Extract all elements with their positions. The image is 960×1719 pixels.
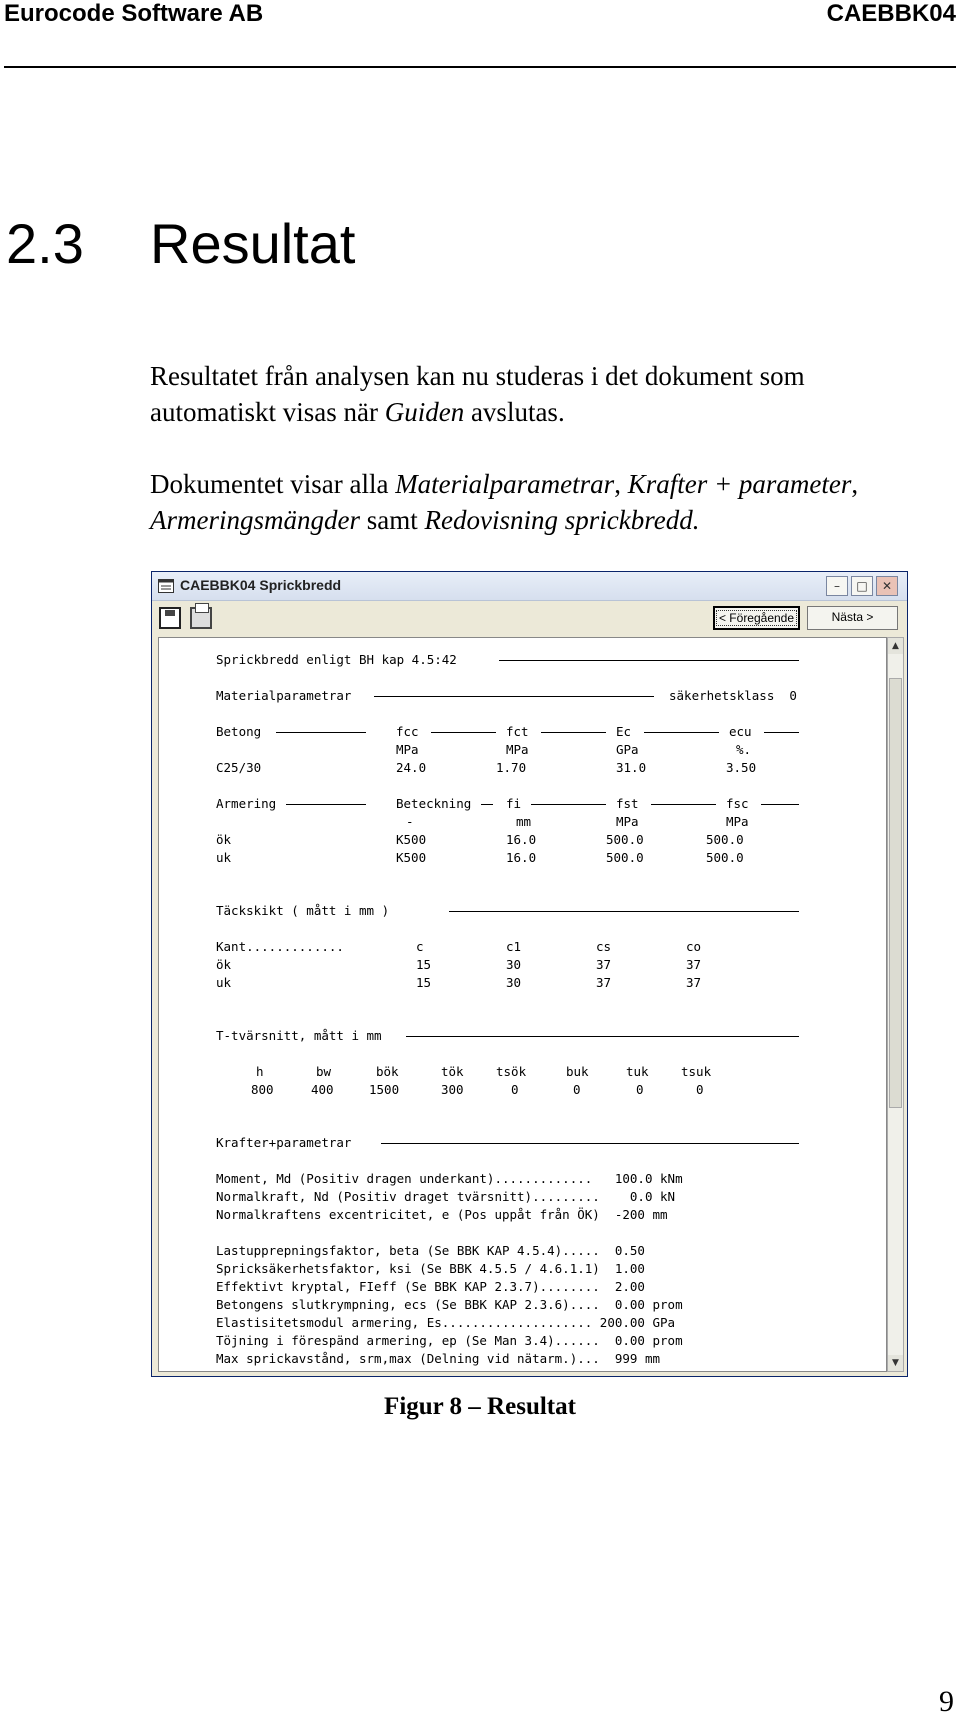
cover-row-uk-c1: 30 xyxy=(506,975,522,990)
armering-row-ok-c1: K500 xyxy=(396,832,427,847)
armering-row-uk-c4: 500.0 xyxy=(706,850,744,865)
armering-row-uk-c3: 500.0 xyxy=(606,850,644,865)
betong-unit-3: GPa xyxy=(616,742,639,757)
t-val-buk: 0 xyxy=(573,1082,581,1097)
betong-col-fcc: fcc xyxy=(396,724,419,739)
param-line-7: Max sprickavstånd, srm,max (Delning vid nätarm.)... 999 mm xyxy=(216,1351,661,1366)
cover-col-c: c xyxy=(416,939,424,954)
p2-italic-1: Materialparametrar xyxy=(395,469,615,499)
t-val-bok: 1500 xyxy=(369,1082,400,1097)
armering-col-fi: fi xyxy=(506,796,522,811)
armering-row-ok-c2: 16.0 xyxy=(506,832,537,847)
section-number: 2.3 xyxy=(6,212,84,275)
armering-col-fst: fst xyxy=(616,796,639,811)
page-header xyxy=(0,0,960,70)
t-val-tuk: 0 xyxy=(636,1082,644,1097)
param-line-3: Effektivt kryptal, FIeff (Se BBK KAP 2.3.7)........ 2.00 xyxy=(216,1279,645,1294)
cover-header-label: Kant............. xyxy=(216,939,344,954)
cover-row-uk-label: uk xyxy=(216,975,232,990)
window-title: CAEBBK04 Sprickbredd xyxy=(180,577,342,593)
figure-caption: Figur 8 – Resultat xyxy=(384,1393,576,1420)
scroll-thumb[interactable] xyxy=(889,678,902,1108)
betong-rule-1 xyxy=(276,732,366,733)
page-number: 9 xyxy=(939,1685,954,1718)
p2-italic-2: Krafter + parameter xyxy=(627,469,852,499)
paragraph-intro xyxy=(150,358,930,430)
minimize-icon[interactable]: – xyxy=(826,576,848,596)
cover-row-uk-cs: 37 xyxy=(596,975,612,990)
p2-italic-3: Armeringsmängder xyxy=(150,505,360,535)
material-rule xyxy=(374,696,654,697)
p1-text-a: Resultatet från analysen kan nu studeras i det dokument som automatiskt visas när xyxy=(150,361,805,427)
paragraph-contents xyxy=(150,466,930,538)
vertical-scrollbar[interactable] xyxy=(887,637,904,1372)
armering-row-uk-c1: K500 xyxy=(396,850,427,865)
window-titlebar[interactable] xyxy=(152,572,907,601)
section-heading xyxy=(6,212,355,276)
report-heading: Sprickbredd enligt BH kap 4.5:42 xyxy=(216,652,457,667)
next-button[interactable]: Nästa > xyxy=(807,606,898,630)
armering-label: Armering xyxy=(216,796,277,811)
previous-button-label: < Föregående xyxy=(716,610,797,626)
p2-text-a: Dokumentet visar alla xyxy=(150,469,396,499)
report-pane[interactable] xyxy=(158,637,887,1372)
t-col-bw: bw xyxy=(316,1064,332,1079)
armering-col-fsc: fsc xyxy=(726,796,749,811)
safety-class: säkerhetsklass 0 xyxy=(669,688,797,703)
app-icon xyxy=(158,579,174,593)
force-line-1: Moment, Md (Positiv dragen underkant)............. 100.0 kNm xyxy=(216,1171,683,1186)
cover-row-ok-label: ök xyxy=(216,957,232,972)
param-line-6: Töjning i förespänd armering, ep (Se Man 3.4)...... 0.00 prom xyxy=(216,1333,683,1348)
cover-row-uk-c: 15 xyxy=(416,975,432,990)
armering-rule-3 xyxy=(531,804,606,805)
t-col-buk: buk xyxy=(566,1064,589,1079)
armering-rule-5 xyxy=(761,804,799,805)
material-heading: Materialparametrar xyxy=(216,688,352,703)
forces-heading: Krafter+parametrar xyxy=(216,1135,352,1150)
t-val-tsok: 0 xyxy=(511,1082,519,1097)
betong-col-ec: Ec xyxy=(616,724,632,739)
cover-col-cs: cs xyxy=(596,939,612,954)
print-icon[interactable] xyxy=(190,607,212,629)
forces-rule xyxy=(381,1143,799,1144)
p2-italic-4: Redovisning sprickbredd. xyxy=(424,505,700,535)
betong-unit-4: %. xyxy=(736,742,752,757)
t-col-tsok: tsök xyxy=(496,1064,527,1079)
param-line-5: Elastisitetsmodul armering, Es.................... 200.00 GPa xyxy=(216,1315,676,1330)
betong-row-fcc: 24.0 xyxy=(396,760,427,775)
betong-row-label: C25/30 xyxy=(216,760,262,775)
param-line-1: Lastupprepningsfaktor, beta (Se BBK KAP 4.5.4)..... 0.50 xyxy=(216,1243,645,1258)
save-icon[interactable] xyxy=(159,607,181,629)
force-line-2: Normalkraft, Nd (Positiv draget tvärsnitt)......... 0.0 kN xyxy=(216,1189,676,1204)
armering-col-beteckning: Beteckning xyxy=(396,796,472,811)
betong-rule-3 xyxy=(541,732,606,733)
t-section-heading: T-tvärsnitt, mått i mm xyxy=(216,1028,382,1043)
armering-rule-2 xyxy=(481,804,493,805)
previous-button[interactable] xyxy=(713,606,800,630)
armering-rule-1 xyxy=(286,804,366,805)
armering-unit-4: MPa xyxy=(726,814,749,829)
app-window xyxy=(151,571,908,1377)
cover-row-uk-co: 37 xyxy=(686,975,702,990)
betong-row-fct: 1.70 xyxy=(496,760,527,775)
betong-label: Betong xyxy=(216,724,262,739)
armering-rule-4 xyxy=(651,804,716,805)
t-col-h: h xyxy=(256,1064,264,1079)
betong-row-ecu: 3.50 xyxy=(726,760,757,775)
header-company: Eurocode Software AB xyxy=(4,0,264,27)
maximize-icon[interactable]: □ xyxy=(851,576,873,596)
betong-col-fct: fct xyxy=(506,724,529,739)
t-val-tsuk: 0 xyxy=(696,1082,704,1097)
cover-col-c1: c1 xyxy=(506,939,522,954)
cover-rule xyxy=(449,911,799,912)
t-section-rule xyxy=(406,1036,799,1037)
cover-row-ok-cs: 37 xyxy=(596,957,612,972)
scroll-up-icon[interactable]: ▲ xyxy=(888,638,903,654)
t-val-h: 800 xyxy=(251,1082,274,1097)
cover-heading: Täckskikt ( mått i mm ) xyxy=(216,903,390,918)
betong-col-ecu: ecu xyxy=(729,724,752,739)
t-col-tuk: tuk xyxy=(626,1064,649,1079)
armering-unit-3: MPa xyxy=(616,814,639,829)
p2-text-c: , xyxy=(851,469,859,499)
t-val-tok: 300 xyxy=(441,1082,464,1097)
betong-rule-5 xyxy=(764,732,799,733)
cover-col-co: co xyxy=(686,939,702,954)
armering-row-uk-label: uk xyxy=(216,850,232,865)
t-col-bok: bök xyxy=(376,1064,399,1079)
header-doc-code: CAEBBK04 xyxy=(826,0,956,27)
t-val-bw: 400 xyxy=(311,1082,334,1097)
armering-row-uk-c2: 16.0 xyxy=(506,850,537,865)
section-title: Resultat xyxy=(150,212,356,275)
cover-row-ok-co: 37 xyxy=(686,957,702,972)
armering-unit-2: mm xyxy=(516,814,532,829)
param-line-4: Betongens slutkrympning, ecs (Se BBK KAP 2.3.6).... 0.00 prom xyxy=(216,1297,683,1312)
t-col-tok: tök xyxy=(441,1064,464,1079)
close-icon[interactable]: ✕ xyxy=(876,576,898,596)
cover-row-ok-c: 15 xyxy=(416,957,432,972)
header-rule xyxy=(4,66,956,68)
armering-row-ok-c3: 500.0 xyxy=(606,832,644,847)
betong-unit-2: MPa xyxy=(506,742,529,757)
t-col-tsuk: tsuk xyxy=(681,1064,712,1079)
armering-row-ok-label: ök xyxy=(216,832,232,847)
betong-row-ec: 31.0 xyxy=(616,760,647,775)
force-line-3: Normalkraftens excentricitet, e (Pos uppåt från ÖK) -200 mm xyxy=(216,1207,668,1222)
p2-text-d: samt xyxy=(360,505,425,535)
cover-row-ok-c1: 30 xyxy=(506,957,522,972)
p2-text-b: , xyxy=(614,469,628,499)
armering-row-ok-c4: 500.0 xyxy=(706,832,744,847)
heading-rule xyxy=(499,660,799,661)
betong-unit-1: MPa xyxy=(396,742,419,757)
p1-italic-guiden: Guiden xyxy=(384,397,465,427)
p1-text-b: avslutas. xyxy=(464,397,565,427)
scroll-down-icon[interactable]: ▼ xyxy=(888,1355,903,1371)
betong-rule-2 xyxy=(431,732,496,733)
armering-unit-1: - xyxy=(406,814,414,829)
param-line-2: Spricksäkerhetsfaktor, ksi (Se BBK 4.5.5 / 4.6.1.1) 1.00 xyxy=(216,1261,645,1276)
betong-rule-4 xyxy=(644,732,719,733)
